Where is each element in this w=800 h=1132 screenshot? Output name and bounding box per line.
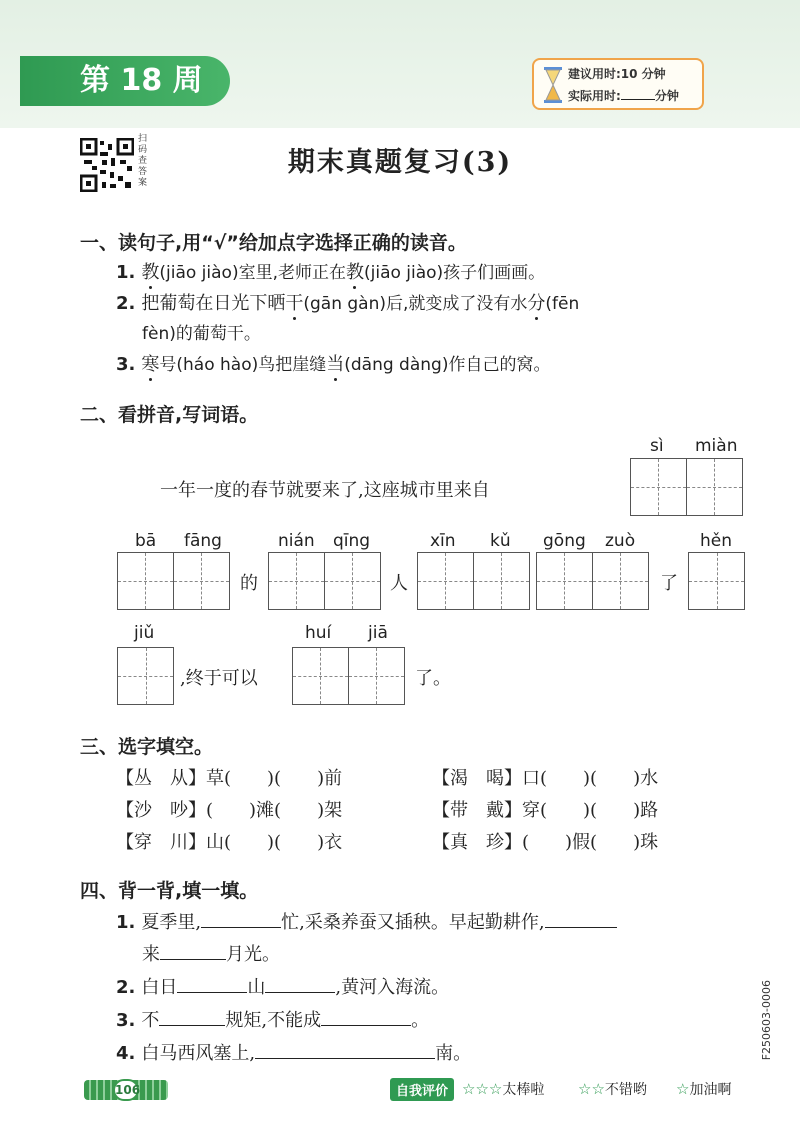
s4-item-1-cont-a: 来: [142, 944, 160, 965]
qr-caption: 扫码查答案: [138, 134, 148, 188]
s4-item-1: [116, 908, 617, 934]
actual-time-prefix: 实际用时:: [568, 89, 621, 103]
writing-grid-jiu[interactable]: [117, 647, 174, 705]
pinyin-fang: fāng: [184, 531, 222, 551]
star-icon: ☆☆☆: [462, 1080, 503, 1098]
section4-heading: 四、背一背,填一填。: [80, 880, 259, 902]
s4-item-4-text-a: 白马西风塞上,: [141, 1043, 256, 1064]
pinyin-hen: hěn: [700, 531, 733, 551]
actual-time-suffix: 分钟: [654, 89, 679, 103]
s4-item-3-text-b: 规矩,不能成: [225, 1010, 322, 1031]
section3-heading: 三、选字填空。: [80, 736, 214, 758]
writing-grid-hui-jia[interactable]: [292, 647, 405, 705]
s1-item-2-cont: fèn)的葡萄干。: [142, 324, 261, 344]
fill-blank[interactable]: [159, 1007, 225, 1026]
connector-de: 的: [240, 573, 258, 594]
s1-item-3-text-b: (dāng dàng)作自己的窝。: [344, 355, 551, 375]
s4-item-1-cont: [142, 940, 280, 966]
pinyin-hui: huí: [305, 623, 332, 643]
s4-item-1-cont-b: 月光。: [226, 944, 280, 965]
pinyin-qing: qīng: [333, 531, 371, 551]
s4-item-2-text-b: 山: [247, 977, 266, 998]
s1-item-3-num: 3.: [116, 354, 136, 375]
s4-item-2-text-c: ,黄河入海流。: [335, 977, 450, 998]
pinyin-jia: jiā: [368, 623, 388, 643]
s1-item-1-num: 1.: [116, 262, 136, 283]
writing-grid-si-mian[interactable]: [630, 458, 743, 516]
eval-good-label: 不错哟: [604, 1082, 647, 1098]
eval-good[interactable]: [578, 1079, 647, 1099]
time-box: [532, 58, 704, 110]
s2-sentence-start: 一年一度的春节就要来了,这座城市里来自: [160, 480, 490, 501]
fill-blank[interactable]: [265, 974, 335, 993]
s4-item-2-text-a: 白日: [141, 977, 178, 998]
dotted-char: 寒: [141, 354, 160, 375]
connector-zhongyu: ,终于可以: [180, 668, 258, 689]
s4-item-1-text-a: 夏季里,: [141, 912, 202, 933]
actual-time: [568, 87, 679, 104]
pinyin-ku: kǔ: [490, 531, 511, 551]
dotted-char: 分: [527, 293, 546, 314]
s4-item-3-text-c: 。: [411, 1010, 430, 1031]
s4-item-2-num: 2.: [116, 977, 136, 998]
pinyin-xin: xīn: [430, 531, 456, 551]
s3-row-3-right[interactable]: 【真 珍】( )假( )珠: [432, 832, 659, 853]
s1-item-3: [116, 350, 550, 376]
page-title: 期末真题复习(3): [287, 147, 513, 178]
writing-grid-ba-fang[interactable]: [117, 552, 230, 610]
pinyin-zuo: zuò: [605, 531, 636, 551]
self-eval-label: 自我评价: [390, 1078, 454, 1101]
fill-blank[interactable]: [177, 974, 247, 993]
pinyin-nian: nián: [278, 531, 315, 551]
section1-heading: 一、读句子,用“√”给加点字选择正确的读音。: [80, 232, 467, 254]
s4-item-4-text-b: 南。: [435, 1043, 472, 1064]
s1-item-2-text-b: (gān gàn)后,就变成了没有水: [303, 294, 528, 314]
writing-grid-gong-zuo[interactable]: [536, 552, 649, 610]
s4-item-3-text-a: 不: [141, 1010, 160, 1031]
week-label: 第 18 周: [20, 56, 230, 106]
s1-item-1-text-a: (jiāo jiào)室里,老师正在: [159, 263, 346, 283]
s1-item-2-text-c: (fēn: [545, 294, 580, 314]
fill-blank[interactable]: [545, 909, 617, 928]
eval-ok[interactable]: [676, 1079, 731, 1099]
section2-heading: 二、看拼音,写词语。: [80, 404, 259, 426]
dotted-char: 教: [141, 262, 160, 283]
s1-item-2-num: 2.: [116, 293, 136, 314]
page-number: 106: [113, 1079, 139, 1101]
s4-item-3: [116, 1006, 429, 1032]
writing-grid-nian-qing[interactable]: [268, 552, 381, 610]
star-icon: ☆☆: [578, 1080, 605, 1098]
actual-time-blank[interactable]: [621, 87, 655, 100]
s4-item-2: [116, 973, 449, 999]
eval-ok-label: 加油啊: [689, 1082, 732, 1098]
star-icon: ☆: [676, 1080, 690, 1098]
pinyin-ba: bā: [135, 531, 157, 551]
pinyin-si: sì: [650, 436, 664, 456]
connector-le: 了: [660, 573, 678, 594]
eval-great[interactable]: [462, 1079, 544, 1099]
dotted-char: 教: [345, 262, 364, 283]
pinyin-gong: gōng: [543, 531, 586, 551]
pinyin-mian: miàn: [695, 436, 738, 456]
s3-row-2-left[interactable]: 【沙 吵】( )滩( )架: [116, 800, 343, 821]
s3-row-3-left[interactable]: 【穿 川】山( )( )衣: [116, 832, 343, 853]
fill-blank[interactable]: [255, 1040, 435, 1059]
s1-item-3-text-a: 号(háo hào)鸟把崖缝: [159, 355, 327, 375]
eval-great-label: 太棒啦: [502, 1082, 545, 1098]
fill-blank[interactable]: [160, 941, 226, 960]
s4-item-3-num: 3.: [116, 1010, 136, 1031]
side-code: F250603-0006: [760, 980, 773, 1061]
dotted-char: 干: [285, 293, 304, 314]
writing-grid-hen[interactable]: [688, 552, 745, 610]
writing-grid-xin-ku[interactable]: [417, 552, 530, 610]
s4-item-4: [116, 1039, 471, 1065]
s1-item-1-text-b: (jiāo jiào)孩子们画画。: [363, 263, 546, 283]
connector-le-end: 了。: [415, 668, 451, 689]
fill-blank[interactable]: [321, 1007, 411, 1026]
connector-ren: 人: [390, 573, 408, 594]
pinyin-jiu: jiǔ: [134, 623, 155, 643]
s3-row-1-right[interactable]: 【渴 喝】口( )( )水: [432, 768, 659, 789]
suggested-time: 建议用时:10 分钟: [568, 67, 666, 81]
s1-item-1: [116, 258, 545, 284]
s4-item-1-text-b: 忙,采桑养蚕又插秧。早起勤耕作,: [281, 912, 545, 933]
hourglass-icon: [542, 66, 564, 104]
s3-row-2-right[interactable]: 【带 戴】穿( )( )路: [432, 800, 659, 821]
fill-blank[interactable]: [201, 909, 281, 928]
dotted-char: 当: [326, 354, 345, 375]
s4-item-4-num: 4.: [116, 1043, 136, 1064]
s1-item-2: [116, 289, 579, 315]
s3-row-1-left[interactable]: 【丛 从】草( )( )前: [116, 768, 343, 789]
s1-item-2-text-a: 把葡萄在日光下晒: [141, 293, 286, 314]
s4-item-1-num: 1.: [116, 912, 136, 933]
